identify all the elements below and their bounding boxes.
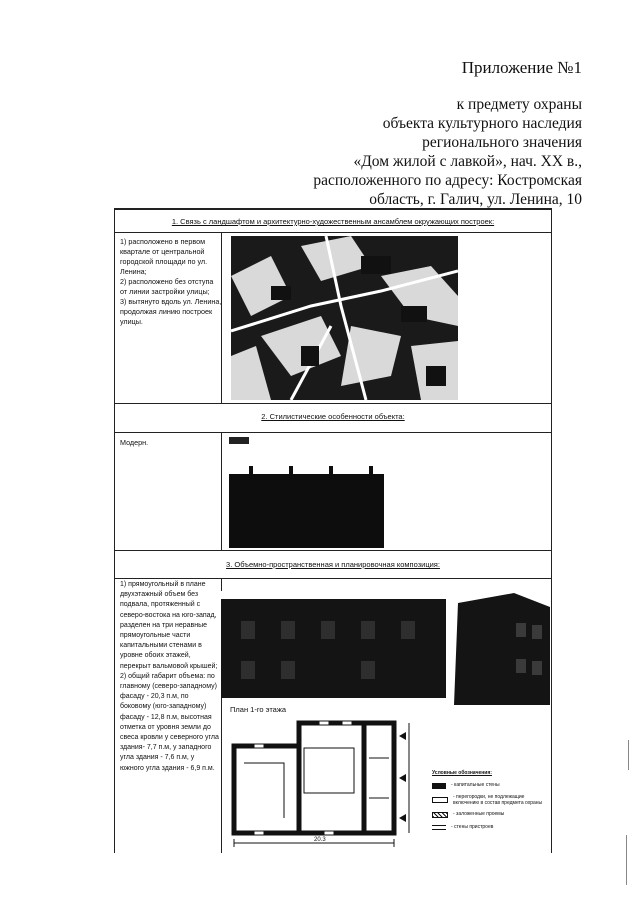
annex-wall-swatch [432,825,446,830]
section-title: 1. Связь с ландшафтом и архитектурно-художественным ансамблем окружающих построек: [171,217,495,226]
subject-line: «Дом жилой с лавкой», нач. XX в., [353,153,582,170]
legend-title: Условные обозначения: [432,770,492,776]
plan-legend [432,768,550,834]
row-divider [114,578,552,579]
legend-label: - заложенные проемы [453,811,505,817]
scan-mark [626,835,627,885]
appendix-title: Приложение №1 [461,58,582,77]
partition-swatch [432,797,448,803]
row-divider [114,432,552,433]
aerial-map-photo [231,236,458,400]
scan-mark [628,740,629,770]
photo-fragment [229,434,249,444]
appendix-subject [313,95,582,209]
solid-wall-swatch [432,783,446,789]
section-text: Модерн. [120,438,149,447]
plan-dimension-label: 20.3 [314,837,326,843]
legend-item [432,792,550,808]
subject-line: регионального значения [422,134,582,151]
row-divider [114,232,552,233]
subject-line: объекта культурного наследия [382,115,582,132]
table-border [551,208,552,853]
row-divider [114,403,552,404]
legend-label: - стены пристроев [451,824,494,830]
facade-photo [229,464,384,548]
legend-label: - капитальные стены [451,782,500,788]
section-title: 3. Объемно-пространственная и планировочная композиция: [226,560,440,569]
plan-title: План 1-го этажа [230,705,287,714]
section-text: 1) прямоугольный в плане двухэтажный объем без подвала, протяженный с северо-востока на юго-запад, разделен на три неравные прямоугольные части капитальными стенами в уровне обоих этажей, перекрыт вальмовой крышей; 2) общий габарит объема: по главному (северо-западному) фасаду - 20,3 п.м, по боковому (юго-западному) фасаду - 12,8 п.м, высотная отметка от уровня земли до свеса кровли у северного угла здания- 7,7 п.м, у западного угла здания - 7,6 п.м, у южного угла здания - 6,9 п.м. [120,581,219,772]
section-title: 2. Стилистические особенности объекта: [261,412,405,421]
street-facade-photo [221,591,446,698]
table-border [114,208,115,853]
subject-line: область, г. Галич, ул. Ленина, 10 [369,191,582,208]
legend-item [432,779,550,792]
protection-table [114,208,552,853]
column-divider [221,432,222,550]
floor-plan-drawing [224,718,429,848]
legend-item [432,821,550,834]
legend-label: - перегородки, не подлежащие включению в состав предмета охраны [453,794,543,806]
subject-line: расположенного по адресу: Костромская [313,172,582,189]
subject-line: к предмету охраны [456,96,582,113]
corner-view-photo [454,593,550,705]
top-rule [114,208,552,210]
legend-item [432,808,550,821]
blocked-opening-swatch [432,812,448,818]
row-divider [114,550,552,551]
section-text: 1) расположено в первом квартале от центральной городской площади по ул. Ленина; 2) расположено без отступа от линии застройки улицы; 3) вытянуто вдоль ул. Ленина, продолжая линию построек улицы. [120,237,222,326]
